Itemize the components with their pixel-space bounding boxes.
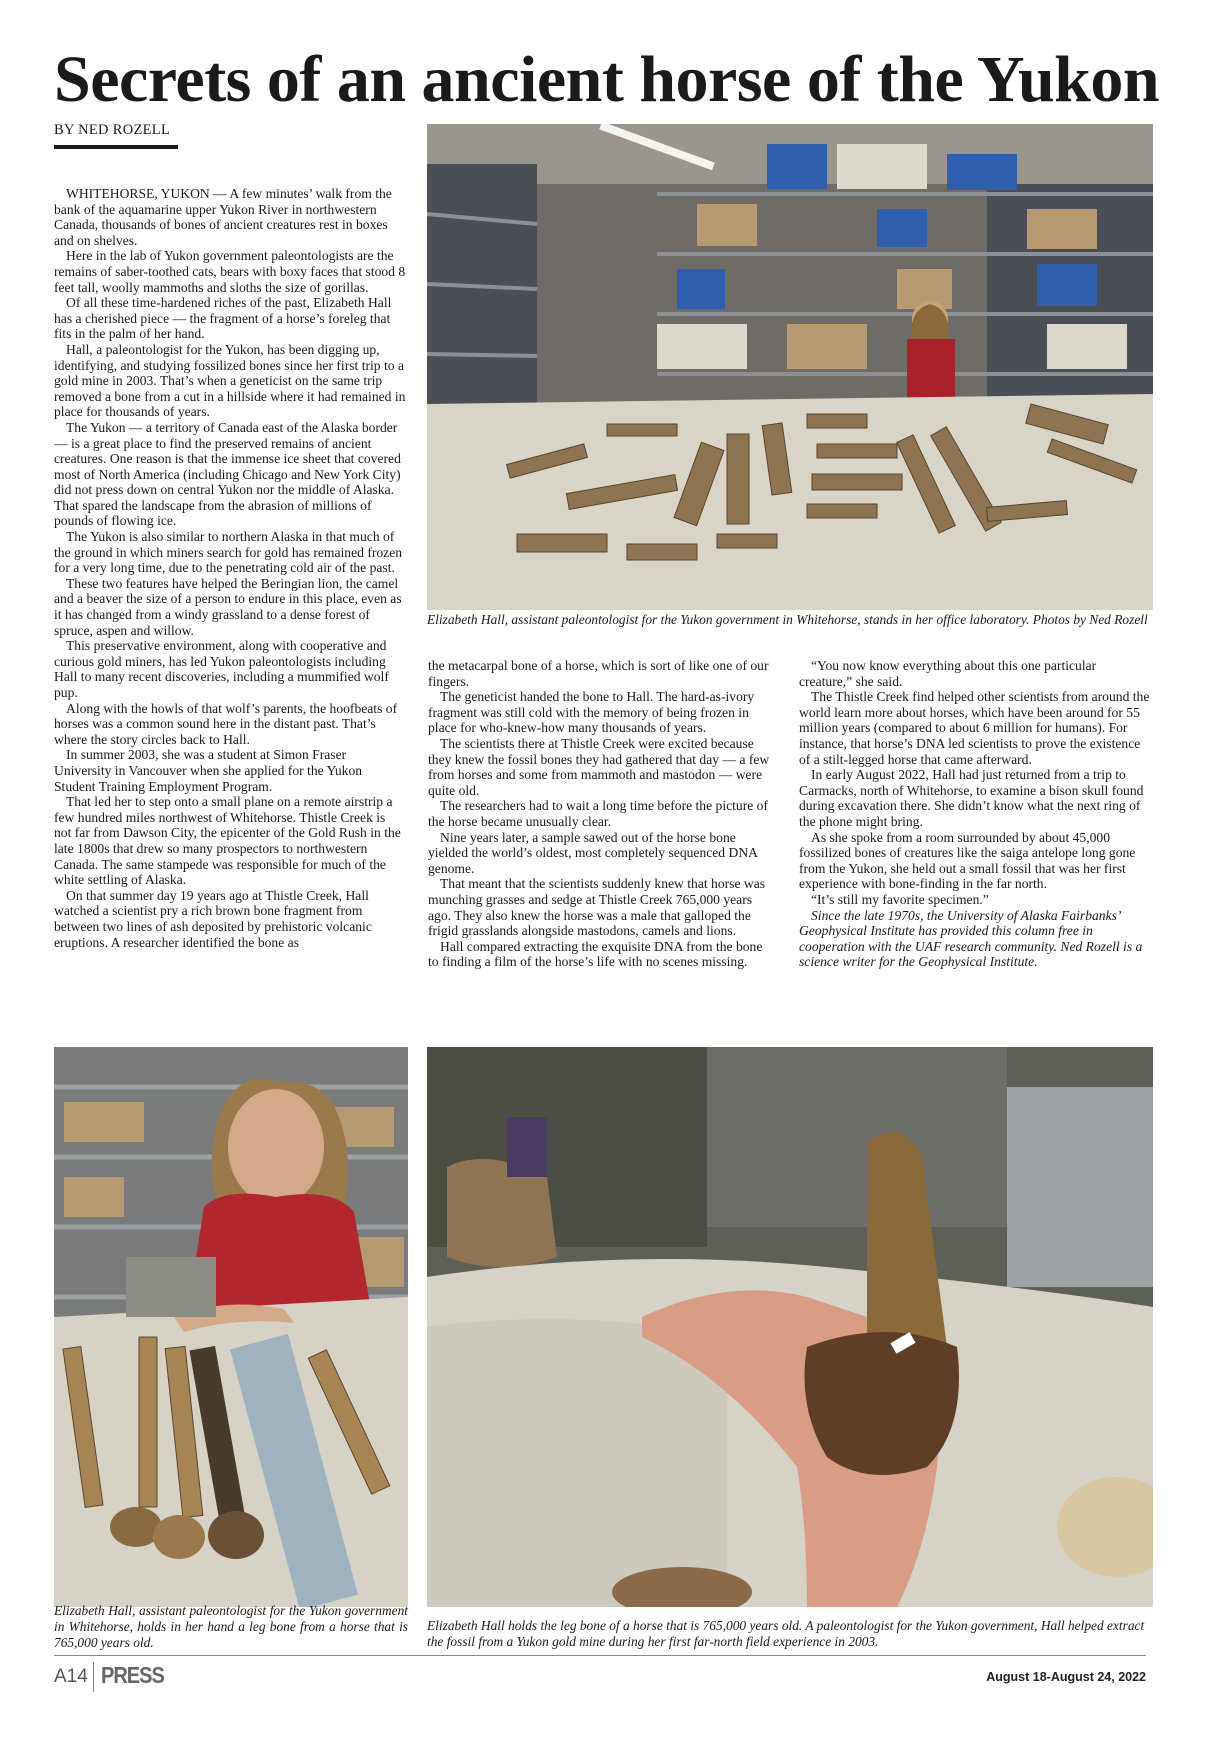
holding-bone-photo: [54, 1047, 408, 1607]
paragraph: On that summer day 19 years ago at Thistle Creek, Hall watched a scientist pry a rich brown bone fragment from between two lines of ash deposited by prehistoric volcanic eruptions. A researcher identified the bone as: [54, 887, 372, 950]
paragraph: The Yukon — a territory of Canada east of the Alaska border — is a great place to find the preserved remains of ancient creatures. One reason is that the immense ice sheet that covered most of North America (including Chicago and New York City) did not press down on central Yukon nor the middle of Alaska. That spared the landscape from the abrasion of millions of pounds of flowing ice.: [54, 419, 401, 529]
paragraph: In summer 2003, she was a student at Simon Fraser University in Vancouver when she applied for the Yukon Student Training Employment Program.: [54, 747, 363, 794]
paragraph: “It’s still my favorite specimen.”: [811, 891, 989, 907]
bone-in-hand-photo-caption: Elizabeth Hall holds the leg bone of a horse that is 765,000 years old. A paleontologist for the Yukon government, Hall helped extract the fossil from a Yukon gold mine during her first far-north field experience in 2003.: [427, 1618, 1145, 1649]
paragraph: “You now know everything about this one particular creature,” she said.: [799, 658, 1097, 689]
paragraph: Nine years later, a sample sawed out of the horse bone yielded the world’s oldest, most completely sequenced DNA genome.: [428, 829, 758, 876]
holding-bone-photo-caption: Elizabeth Hall, assistant paleontologist for the Yukon government in Whitehorse, holds in her hand a leg bone from a horse that is 765,000 years old.: [54, 1603, 408, 1650]
paragraph: Here in the lab of Yukon government paleontologists are the remains of saber-toothed cats, bears with boxy faces that stood 8 feet tall, woolly mammoths and sloths the size of gorillas.: [54, 248, 406, 295]
paragraph: This preservative environment, along with cooperative and curious gold miners, has led Yukon paleontologists including Hall to many recent discoveries, including a mummified wolf pup.: [54, 638, 389, 700]
paragraph: That meant that the scientists suddenly knew that horse was munching grasses and sedge at Thistle Creek 765,000 years ago. They also knew the horse was a male that galloped the frigid grasslands alongside mastodons, camels and lions.: [428, 876, 766, 939]
paragraph: the metacarpal bone of a horse, which is sort of like one of our fingers.: [428, 658, 769, 689]
paragraph: In early August 2022, Hall had just returned from a trip to Carmacks, north of Whitehorse, to examine a bison skull found during excavation there. She didn’t know what the next ring of the phone might bring.: [799, 767, 1144, 829]
paragraph: The Thistle Creek find helped other scientists from around the world learn more about horses, which have been around for 55 million years (compared to about 6 million for humans). For instance, that horse’s DNA led scientists to prove the existence of a stilt-legged horse that came afterward.: [799, 689, 1150, 767]
article-column-2: [428, 658, 776, 970]
issue-date: August 18-August 24, 2022: [986, 1670, 1146, 1684]
paragraph: Hall, a paleontologist for the Yukon, has been digging up, identifying, and studying fossilized bones since her first trip to a gold mine in 2003. That’s when a geneticist on the same trip removed a bone from a cut in a hillside where it had remained in place for thousands of years.: [54, 341, 406, 420]
paragraph: Of all these time-hardened riches of the past, Elizabeth Hall has a cherished piece — the fragment of a horse’s foreleg that fits in the palm of her hand.: [54, 295, 392, 342]
article-column-3: [799, 658, 1151, 970]
bone-in-hand-photo: [427, 1047, 1153, 1607]
article-column-1: [54, 186, 406, 950]
paragraph: As she spoke from a room surrounded by about 45,000 fossilized bones of creatures like the saiga antelope long gone from the Yukon, she held out a small fossil that was her first experience with bone-finding in the far north.: [799, 829, 1136, 892]
footer-separator: [93, 1662, 94, 1692]
headline: Secrets of an ancient horse of the Yukon: [54, 43, 1160, 116]
byline-rule: [54, 145, 178, 149]
paragraph: The researchers had to wait a long time before the picture of the horse became unusually clear.: [428, 798, 768, 829]
lab-photo: [427, 124, 1153, 610]
author-tagline: Since the late 1970s, the University of Alaska Fairbanks’ Geophysical Institute has provided this column free in cooperation with the UAF research community. Ned Rozell is a science writer for the Geophysical Institute.: [799, 907, 1143, 970]
paragraph: Hall compared extracting the exquisite DNA from the bone to finding a film of the horse’s life with no scenes missing.: [428, 938, 763, 970]
paragraph: That led her to step onto a small plane on a remote airstrip a few hundred miles northwest of Whitehorse. Thistle Creek is not far from Dawson City, the epicenter of the Gold Rush in the late 1800s that drew so many prospectors to northwestern Canada. The same stampede was responsible for much of the white settling of Alaska.: [54, 794, 401, 888]
page-number: A14: [54, 1666, 88, 1687]
footer-rule: [54, 1655, 1146, 1656]
lab-photo-caption: Elizabeth Hall, assistant paleontologist for the Yukon government in Whitehorse, stands in her office laboratory. Photos by Ned Rozell: [427, 612, 1148, 627]
paragraph: These two features have helped the Beringian lion, the camel and a beaver the size of a person to endure in this place, even as it has changed from a windy grassland to a dense forest of spruce, aspen and willow.: [54, 575, 402, 638]
paragraph: Along with the howls of that wolf’s parents, the hoofbeats of horses was a common sound here in the distant past. That’s where the story circles back to Hall.: [54, 700, 398, 747]
byline: BY NED ROZELL: [54, 122, 171, 138]
paragraph: The Yukon is also similar to northern Alaska in that much of the ground in which miners search for gold has remained frozen for a very long time, due to the penetrating cold air of the past.: [54, 529, 403, 576]
paragraph: The scientists there at Thistle Creek were excited because they knew the fossil bones they had gathered that day — a few from horses and some from mammoth and mastodon — were quite old.: [428, 735, 770, 798]
paragraph: The geneticist handed the bone to Hall. The hard-as-ivory fragment was still cold with the memory of being frozen in place for who-knew-how many thousands of years.: [428, 689, 755, 736]
paragraph: WHITEHORSE, YUKON — A few minutes’ walk from the bank of the aquamarine upper Yukon River in northwestern Canada, thousands of bones of ancient creatures rest in boxes and on shelves.: [54, 186, 392, 248]
publication-logo: PRESS: [101, 1663, 164, 1689]
